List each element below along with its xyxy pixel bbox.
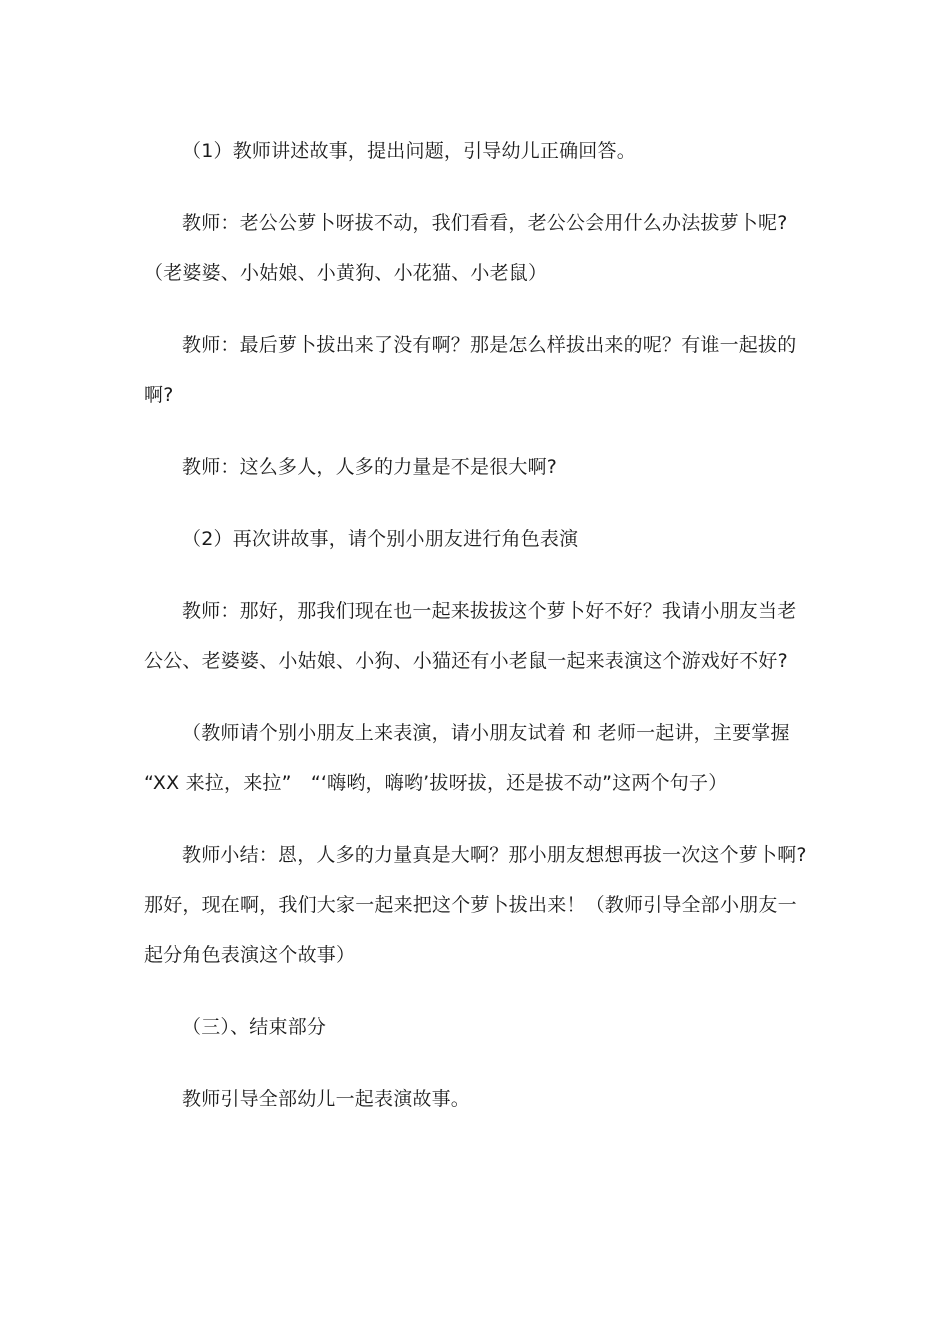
paragraph-line: 教师小结：恩，人多的力量真是大啊？那小朋友想想再拔一次这个萝卜啊?	[182, 844, 807, 866]
paragraph-line: 教师：这么多人，人多的力量是不是很大啊?	[182, 456, 558, 478]
section-heading-2: （2）再次讲故事，请个别小朋友进行角色表演	[182, 528, 579, 550]
paragraph-line: （教师请个别小朋友上来表演，请小朋友试着 和 老师一起讲，主要掌握	[182, 722, 790, 744]
paragraph-line: 教师：那好，那我们现在也一起来拔拔这个萝卜好不好？我请小朋友当老	[182, 600, 797, 622]
paragraph-line: 教师：最后萝卜拔出来了没有啊？那是怎么样拔出来的呢？有谁一起拔的	[182, 334, 797, 356]
paragraph-line: “XX 来拉，来拉” “‘嗨哟，嗨哟’拔呀拔，还是拔不动”这两个句子）	[144, 772, 728, 794]
paragraph-line: 起分角色表演这个故事）	[144, 944, 356, 966]
paragraph-line: （老婆婆、小姑娘、小黄狗、小花猫、小老鼠）	[144, 262, 548, 284]
paragraph-line: 啊?	[144, 384, 174, 406]
section-heading-3: （三）、结束部分	[182, 1016, 327, 1038]
paragraph-line: 那好，现在啊，我们大家一起来把这个萝卜拔出来！（教师引导全部小朋友一	[144, 894, 797, 916]
section-heading-1: （1）教师讲述故事，提出问题，引导幼儿正确回答。	[182, 140, 636, 162]
paragraph-line: 公公、老婆婆、小姑娘、小狗、小猫还有小老鼠一起来表演这个游戏好不好?	[144, 650, 788, 672]
paragraph-line: 教师：老公公萝卜呀拔不动，我们看看，老公公会用什么办法拔萝卜呢?	[182, 212, 788, 234]
paragraph-line: 教师引导全部幼儿一起表演故事。	[182, 1088, 471, 1110]
